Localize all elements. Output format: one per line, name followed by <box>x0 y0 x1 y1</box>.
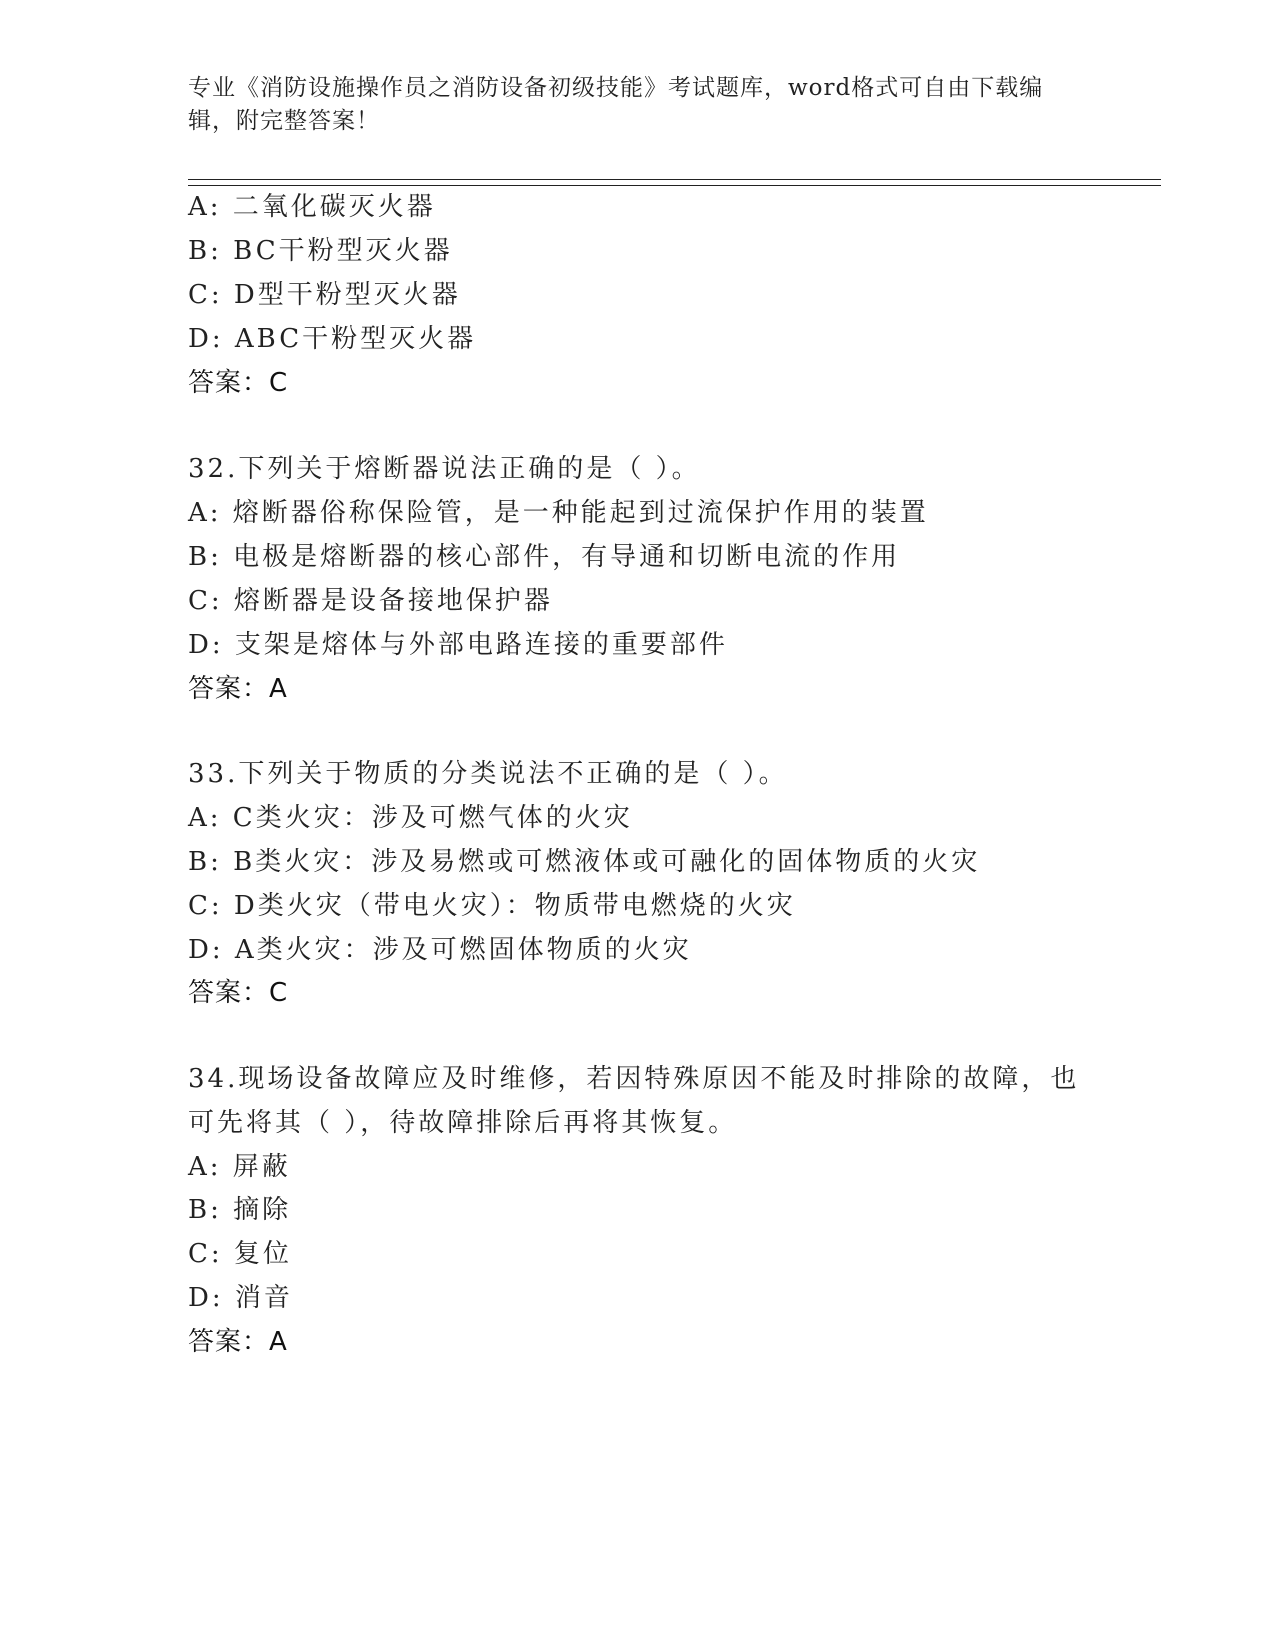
q34-option-d: D: 消音 <box>188 1283 293 1313</box>
q33-option-c: C: D类火灾（带电火灾）：物质带电燃烧的火灾 <box>188 891 796 921</box>
q32-option-d: D: 支架是熔体与外部电路连接的重要部件 <box>188 630 728 660</box>
q34-option-a: A: 屏蔽 <box>188 1152 291 1182</box>
q32-question: 32.下列关于熔断器说法正确的是（ ）。 <box>188 454 701 484</box>
q34-option-b: B: 摘除 <box>188 1195 292 1225</box>
header-divider-top <box>188 179 1161 180</box>
q33-answer: 答案：C <box>188 978 289 1008</box>
q31-option-c: C: D型干粉型灭火器 <box>188 280 461 310</box>
q31-answer: 答案：C <box>188 368 289 398</box>
q33-question: 33.下列关于物质的分类说法不正确的是（ ）。 <box>188 759 788 789</box>
q34-question-line1: 34.现场设备故障应及时维修，若因特殊原因不能及时排除的故障，也 <box>188 1064 1080 1094</box>
q34-option-c: C: 复位 <box>188 1239 292 1269</box>
q33-option-b: B: B类火灾：涉及易燃或可燃液体或可融化的固体物质的火灾 <box>188 847 981 877</box>
q31-option-d: D: ABC干粉型灭火器 <box>188 324 477 354</box>
q32-option-c: C: 熔断器是设备接地保护器 <box>188 586 553 616</box>
q31-option-a: A: 二氧化碳灭火器 <box>188 192 436 222</box>
q32-answer: 答案：A <box>188 674 288 704</box>
q33-option-d: D: A类火灾：涉及可燃固体物质的火灾 <box>188 935 692 965</box>
q32-option-a: A: 熔断器俗称保险管，是一种能起到过流保护作用的装置 <box>188 498 929 528</box>
q34-question-line2: 可先将其（ ），待故障排除后再将其恢复。 <box>188 1108 738 1138</box>
q33-option-a: A: C类火灾：涉及可燃气体的火灾 <box>188 803 633 833</box>
header-divider-bottom <box>188 185 1161 186</box>
q32-option-b: B: 电极是熔断器的核心部件，有导通和切断电流的作用 <box>188 542 901 572</box>
q34-answer: 答案：A <box>188 1327 288 1357</box>
document-header: 专业《消防设施操作员之消防设备初级技能》考试题库，word格式可自由下载编辑，附完整答案！ <box>188 75 1044 134</box>
q31-option-b: B: BC干粉型灭火器 <box>188 236 453 266</box>
